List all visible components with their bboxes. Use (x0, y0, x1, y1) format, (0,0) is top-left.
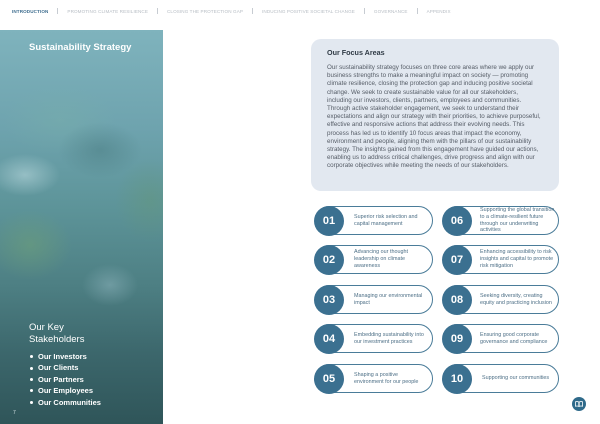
focus-item-08 (443, 285, 559, 314)
focus-number-badge: 10 (442, 364, 472, 394)
focus-areas-title: Our Focus Areas (327, 48, 385, 57)
stakeholder-item (29, 362, 101, 373)
waterfall-image-panel (0, 30, 163, 424)
stakeholder-item (29, 374, 101, 385)
stakeholder-label: Our Clients (38, 363, 79, 373)
nav-appendix[interactable]: APPENDIX (426, 8, 451, 14)
stakeholder-item (29, 385, 101, 396)
key-stakeholders (29, 322, 101, 408)
nav-governance[interactable]: GOVERNANCE (373, 8, 408, 14)
stakeholders-heading-line2: Stakeholders (29, 334, 85, 345)
stakeholder-label: Our Employees (38, 386, 94, 396)
focus-areas-body: Our sustainability strategy focuses on three core areas where we apply our business strengths to make a meaningful impact on society — promoting climate resilience, closing the protection gap and inducing positive societal change. We seek to create sustainable value for all our stakeholders, including our investors, clients, partners, employees and communities. Through active stakeholder engagement, we seek to understand their expectations and align our strategy with their priorities, to achieve purposeful, effective and responsive actions that address their evolving needs. This process has led us to identify 10 focus areas that impact the economy, environment and people, aligning them with the pillars of our sustainability strategy. The insights gained from this engagement have guided our actions, enabling us to address critical challenges, drive progress and align with our corporate objectives while meeting the needs of our stakeholders. (327, 64, 541, 170)
focus-item-text: Seeking diversity, creating equity and practicing inclusion (480, 292, 552, 306)
nav-divider (417, 8, 418, 14)
bookmark-button[interactable] (572, 397, 586, 411)
focus-item-07 (443, 245, 559, 274)
focus-item-text: Ensuring good corporate governance and compliance (480, 331, 548, 345)
bullet-icon (30, 367, 33, 370)
focus-number-badge: 08 (442, 285, 472, 315)
nav-promoting-climate-resilience[interactable]: PROMOTING CLIMATE RESILIENCE (67, 8, 148, 14)
focus-item-10 (443, 364, 559, 393)
focus-item-03 (315, 285, 433, 314)
focus-item-text: Enhancing accessibility to risk insights and capital to promote risk mitigation (480, 249, 554, 269)
stakeholders-heading (29, 322, 101, 346)
focus-number-badge: 09 (442, 324, 472, 354)
focus-item-01 (315, 206, 433, 235)
focus-item-text: Managing our environmental impact (354, 292, 423, 306)
bullet-icon (30, 355, 33, 358)
top-navigation (0, 0, 600, 22)
focus-item-09 (443, 324, 559, 353)
focus-number-badge: 01 (314, 206, 344, 236)
focus-item-05 (315, 364, 433, 393)
nav-divider (57, 8, 58, 14)
focus-item-02 (315, 245, 433, 274)
focus-number-badge: 04 (314, 324, 344, 354)
section-title: Sustainability Strategy (29, 42, 132, 53)
focus-item-text: Superior risk selection and capital management (354, 213, 418, 227)
stakeholder-label: Our Partners (38, 374, 84, 384)
nav-divider (157, 8, 158, 14)
focus-item-text: Embedding sustainability into our investment practices (354, 331, 424, 345)
focus-item-04 (315, 324, 433, 353)
nav-closing-protection-gap[interactable]: CLOSING THE PROTECTION GAP (167, 8, 244, 14)
stakeholder-item (29, 351, 101, 362)
focus-number-badge: 06 (442, 206, 472, 236)
nav-divider (252, 8, 253, 14)
focus-number-badge: 02 (314, 245, 344, 275)
bullet-icon (30, 401, 33, 404)
nav-introduction[interactable]: INTRODUCTION (12, 8, 49, 14)
focus-item-06 (443, 206, 559, 235)
nav-divider (364, 8, 365, 14)
stakeholder-label: Our Communities (38, 397, 101, 407)
focus-item-text: Shaping a positive environment for our people (354, 371, 419, 385)
nav-inducing-positive-societal-change[interactable]: INDUCING POSITIVE SOCIETAL CHANGE (262, 8, 355, 14)
stakeholder-list (29, 351, 101, 408)
stakeholder-label: Our Investors (38, 352, 87, 361)
stakeholder-item (29, 397, 101, 408)
stakeholders-heading-line1: Our Key (29, 322, 64, 333)
focus-number-badge: 03 (314, 285, 344, 315)
focus-item-text: Supporting the global transition to a climate-resilient future through our underwriting activities (480, 206, 555, 234)
focus-areas-card (311, 39, 559, 191)
bullet-icon (30, 389, 33, 392)
page-number: 7 (13, 410, 16, 416)
focus-number-badge: 07 (442, 245, 472, 275)
focus-item-text: Supporting our communities (482, 375, 550, 382)
book-icon (575, 401, 583, 407)
focus-number-badge: 05 (314, 364, 344, 394)
bullet-icon (30, 378, 33, 381)
focus-item-text: Advancing our thought leadership on climate awareness (354, 249, 408, 269)
